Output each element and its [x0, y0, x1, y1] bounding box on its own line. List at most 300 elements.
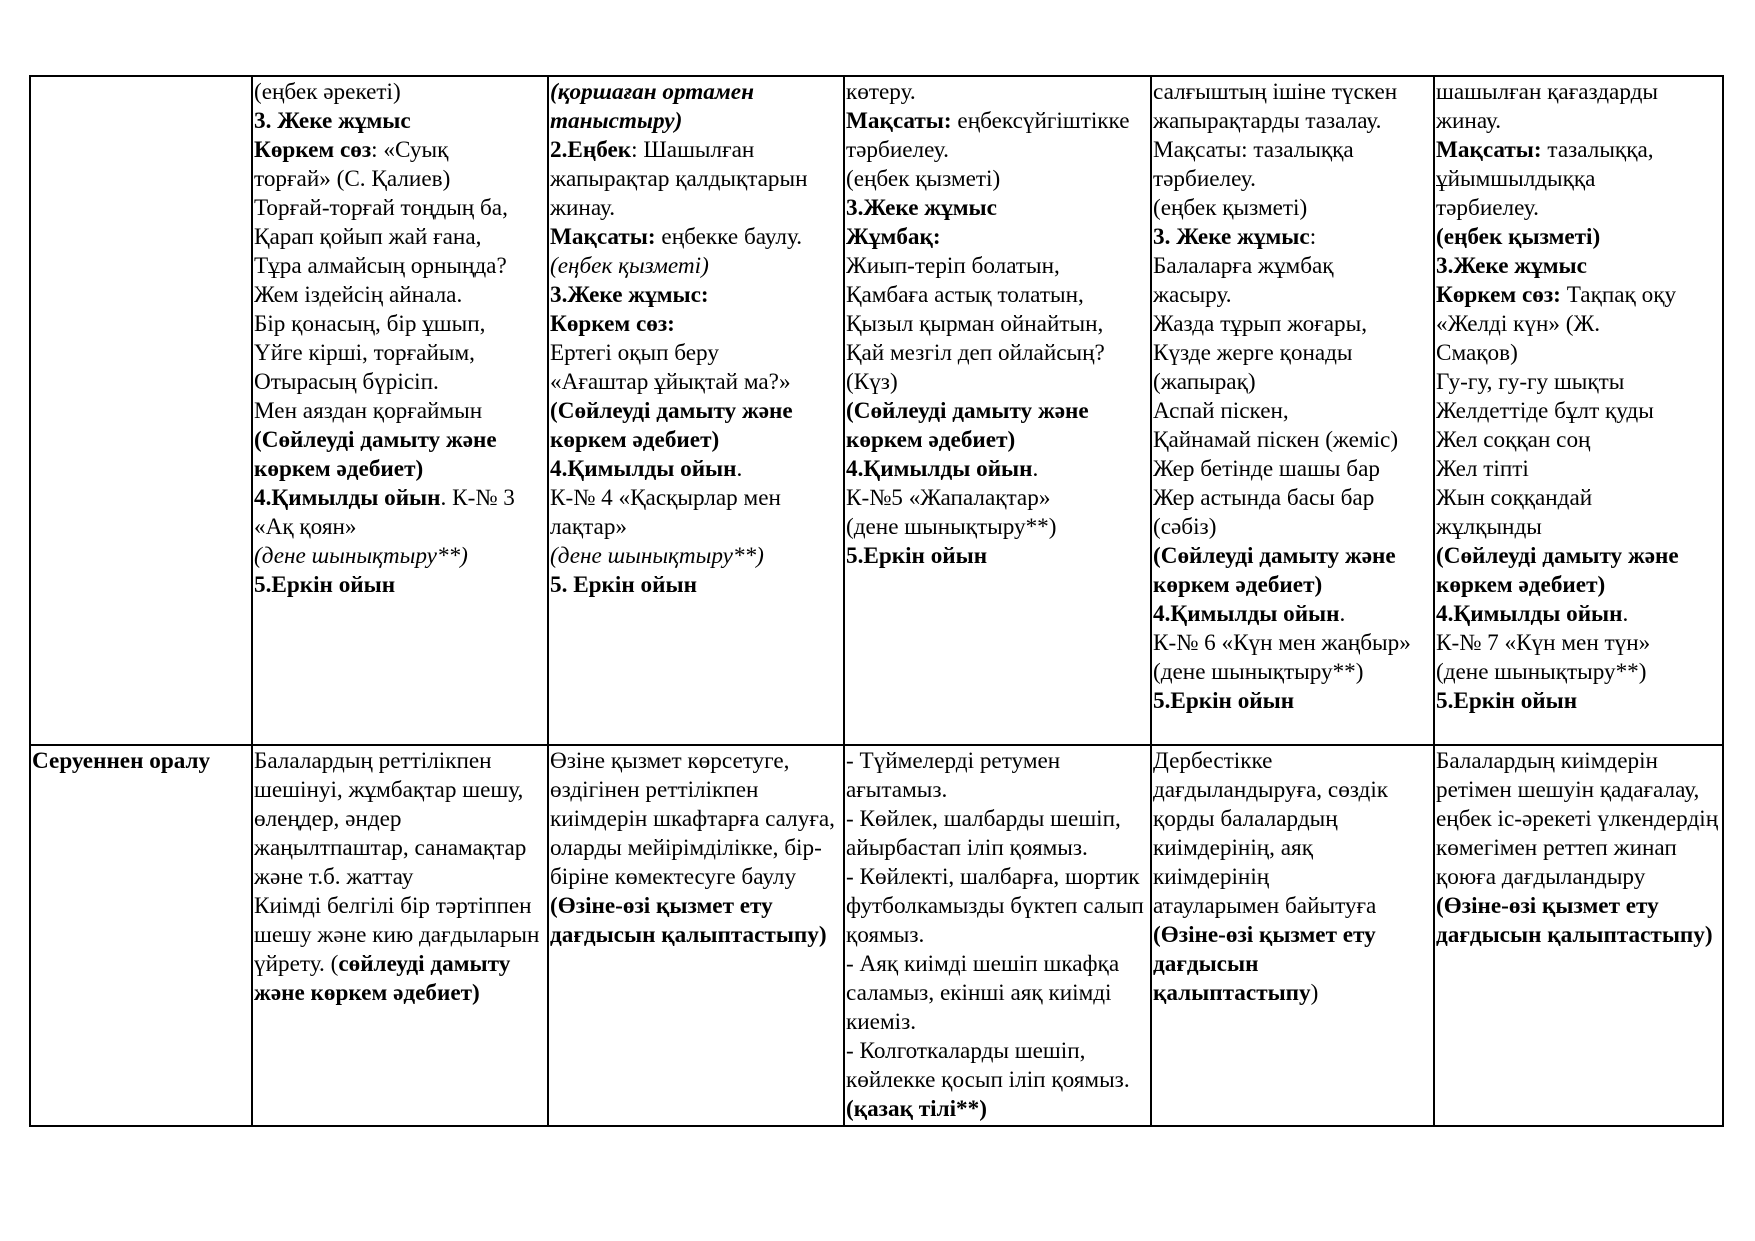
text-run: сөйлеуді дамыту [338, 951, 511, 977]
cell-line [550, 455, 843, 484]
cell-line [846, 165, 1150, 194]
row-label-cell [30, 76, 252, 745]
cell-line [1153, 223, 1433, 252]
text-run: Көркем сөз: [550, 311, 675, 337]
text-run: шашылған қағаздарды [1436, 79, 1659, 105]
text-run: жаңылтпаштар, санамақтар [254, 835, 527, 861]
text-run: лақтар» [550, 514, 628, 540]
text-run: (қоршаған ортамен [550, 79, 754, 105]
cell-line [254, 368, 547, 397]
cell-line [1153, 252, 1433, 281]
cell-line [1153, 629, 1433, 658]
cell-line [1436, 687, 1722, 716]
cell-line [550, 834, 843, 863]
text-run: Көркем сөз: [1436, 282, 1561, 308]
text-run: : [1309, 224, 1317, 250]
text-run: 4.Қимылды ойын [254, 485, 441, 511]
text-run: (дене шынықтыру**) [1153, 659, 1364, 685]
table-cell [252, 745, 548, 1126]
table-row [30, 76, 1723, 745]
cell-line [550, 776, 843, 805]
text-run: 3.Жеке жұмыс [1436, 253, 1587, 279]
text-run: (еңбек әрекеті) [254, 79, 401, 105]
table-cell [1434, 76, 1723, 745]
text-run: (Өзіне-өзі қызмет ету [1436, 893, 1659, 919]
text-run: Қамбаға астық толатын, [846, 282, 1084, 308]
cell-line [550, 194, 843, 223]
text-run: Тақпақ оқу [1560, 282, 1677, 308]
cell-line [846, 368, 1150, 397]
cell-line [1436, 78, 1722, 107]
cell-line [1153, 368, 1433, 397]
text-run: . [1339, 601, 1346, 627]
cell-line [550, 484, 843, 513]
text-run: Аспай піскен, [1153, 398, 1289, 424]
text-run: Жер астында басы бар [1153, 485, 1375, 511]
cell-line [1436, 107, 1722, 136]
cell-line [1436, 368, 1722, 397]
text-run: дағдысын қалыптастыпу) [1436, 922, 1713, 948]
cell-line [1153, 542, 1433, 571]
cell-line [846, 252, 1150, 281]
cell-line [846, 339, 1150, 368]
cell-line [1436, 658, 1722, 687]
cell-line [846, 194, 1150, 223]
cell-line [1436, 397, 1722, 426]
text-run: 2.Еңбек [550, 137, 632, 163]
text-run: киімдерін шкафтарға салуға, [550, 806, 835, 832]
cell-line [1153, 950, 1433, 979]
cell-line [1436, 223, 1722, 252]
text-run: біріне көмектесуге баулу [550, 864, 797, 890]
cell-line [254, 426, 547, 455]
text-run: Отырасың бүрісіп. [254, 369, 439, 395]
text-run: (Сөйлеуді дамыту және [1436, 543, 1679, 569]
text-run: : «Суық [371, 137, 449, 163]
text-run: 3. Жеке жұмыс [254, 108, 411, 134]
cell-line [254, 776, 547, 805]
text-run: Тұра алмайсың орныңда? [254, 253, 507, 279]
text-run: жапырақтар қалдықтарын [550, 166, 808, 192]
text-run: (Сөйлеуді дамыту және [550, 398, 793, 424]
text-run: 5.Еркін ойын [1436, 688, 1578, 714]
text-run: (Сөйлеуді дамыту және [254, 427, 497, 453]
cell-line [1153, 921, 1433, 950]
cell-line [846, 1066, 1150, 1095]
cell-line [1153, 165, 1433, 194]
cell-line [254, 805, 547, 834]
cell-line [550, 892, 843, 921]
text-run: «Ағаштар ұйықтай ма?» [550, 369, 791, 395]
cell-line [1153, 805, 1433, 834]
cell-line [1436, 892, 1722, 921]
text-run: тәрбиелеу. [1153, 166, 1256, 192]
text-run: көтеру. [846, 79, 916, 105]
text-run: . [736, 456, 743, 482]
cell-line [550, 426, 843, 455]
text-run: (дене шынықтыру**) [1436, 659, 1647, 685]
text-run: : Шашылған [631, 137, 755, 163]
cell-line [550, 747, 843, 776]
cell-line [1153, 571, 1433, 600]
text-run: Балалардың киімдерін [1436, 748, 1658, 774]
cell-line [1436, 484, 1722, 513]
text-run: (дене шынықтыру**) [550, 543, 764, 569]
cell-line [550, 78, 843, 107]
cell-line [1436, 194, 1722, 223]
table-cell [844, 76, 1151, 745]
cell-line [550, 252, 843, 281]
text-run: (еңбек қызметі) [550, 253, 709, 279]
text-run: - Аяқ киімді шешіп шкафқа [846, 951, 1120, 977]
cell-line [1153, 484, 1433, 513]
cell-line [1153, 455, 1433, 484]
cell-line [1153, 281, 1433, 310]
text-run: Көркем сөз [254, 137, 372, 163]
text-run: - Колготкаларды шешіп, [846, 1038, 1086, 1064]
cell-line [550, 571, 843, 600]
text-run: 5.Еркін ойын [1153, 688, 1295, 714]
text-run: салғыштың ішіне түскен [1153, 79, 1398, 105]
cell-line [846, 542, 1150, 571]
text-run: (Өзіне-өзі қызмет ету [1153, 922, 1376, 948]
text-run: Қарап қойып жай ғана, [254, 224, 482, 250]
cell-line [846, 834, 1150, 863]
text-run: еңбексүйгіштікке [951, 108, 1130, 134]
text-run: көркем әдебиет) [1153, 572, 1323, 598]
cell-line [254, 194, 547, 223]
text-run: жинау. [550, 195, 616, 221]
text-run: Мақсаты: [550, 224, 656, 250]
text-run: Үйге кірші, торғайым, [254, 340, 475, 366]
cell-line [254, 252, 547, 281]
text-run: . [1032, 456, 1039, 482]
text-run: қалыптастыпу [1153, 980, 1311, 1006]
text-run: Жын соққандай [1436, 485, 1593, 511]
row-label: Серуеннен оралу [32, 748, 211, 774]
cell-line [846, 892, 1150, 921]
cell-line [1153, 426, 1433, 455]
cell-line [1436, 455, 1722, 484]
text-run: Ертегі оқып беру [550, 340, 719, 366]
cell-line [254, 339, 547, 368]
table-cell [1434, 745, 1723, 1126]
text-run: Балаларға жұмбақ [1153, 253, 1334, 279]
cell-line [846, 1037, 1150, 1066]
cell-line [254, 950, 547, 979]
text-run: дағдысын қалыптастыпу) [550, 922, 827, 948]
cell-line [1153, 658, 1433, 687]
text-run: ағытамыз. [846, 777, 948, 803]
text-run: К-№ 6 «Күн мен жаңбыр» [1153, 630, 1411, 656]
cell-line [846, 863, 1150, 892]
text-run: көркем әдебиет) [846, 427, 1016, 453]
text-run: тәрбиелеу. [846, 137, 949, 163]
text-run: жұлқынды [1436, 514, 1542, 540]
text-run: қоямыз. [846, 922, 925, 948]
cell-line [1436, 834, 1722, 863]
text-run: өздігінен реттілікпен [550, 777, 759, 803]
cell-line [846, 223, 1150, 252]
text-run: қорды балалардың [1153, 806, 1338, 832]
text-run: дағдысын [1153, 951, 1259, 977]
text-run: «Ақ қоян» [254, 514, 357, 540]
cell-line [1153, 776, 1433, 805]
cell-line [846, 979, 1150, 1008]
table-cell [252, 76, 548, 745]
text-run: (еңбек қызметі) [1153, 195, 1308, 221]
cell-line [550, 542, 843, 571]
cell-line [254, 310, 547, 339]
cell-line [1436, 776, 1722, 805]
text-run: шешу және кию дағдыларын [254, 922, 540, 948]
table-cell [548, 76, 844, 745]
cell-line [846, 426, 1150, 455]
text-run: киімдерінің, аяқ [1153, 835, 1313, 861]
text-run: (Өзіне-өзі қызмет ету [550, 893, 773, 919]
cell-line [550, 805, 843, 834]
text-run: жасыру. [1153, 282, 1232, 308]
cell-line [254, 455, 547, 484]
text-run: тазалыққа, [1541, 137, 1654, 163]
cell-line [254, 281, 547, 310]
text-run: К-№5 «Жапалақтар» [846, 485, 1051, 511]
text-run: . [1622, 601, 1629, 627]
text-run: (дене шынықтыру**) [254, 543, 468, 569]
cell-line [550, 863, 843, 892]
text-run: футболкамызды бүктеп салып [846, 893, 1144, 919]
text-run: (Сөйлеуді дамыту және [1153, 543, 1396, 569]
text-run: таныстыру) [550, 108, 683, 134]
text-run: К-№ 4 «Қасқырлар мен [550, 485, 781, 511]
cell-line [846, 805, 1150, 834]
cell-line [846, 281, 1150, 310]
text-run: еңбекке баулу. [655, 224, 803, 250]
cell-line [254, 484, 547, 513]
text-run: 4.Қимылды ойын [1153, 601, 1340, 627]
text-run: (қазақ тілі**) [846, 1096, 987, 1122]
text-run: және көркем әдебиет) [254, 980, 480, 1006]
cell-line [550, 165, 843, 194]
text-run: - Көйлек, шалбарды шешіп, [846, 806, 1121, 832]
cell-line [846, 107, 1150, 136]
text-run: ретімен шешуін қадағалау, [1436, 777, 1700, 803]
table-cell [548, 745, 844, 1126]
cell-line [1436, 747, 1722, 776]
text-run: айырбастап іліп қоямыз. [846, 835, 1088, 861]
text-run: 4.Қимылды ойын [1436, 601, 1623, 627]
cell-line [550, 513, 843, 542]
cell-line [1436, 805, 1722, 834]
table-cell [844, 745, 1151, 1126]
plan-table [29, 75, 1724, 1127]
text-run: «Желді күн» (Ж. [1436, 311, 1601, 337]
cell-line [1153, 107, 1433, 136]
text-run: көркем әдебиет) [1436, 572, 1606, 598]
cell-line [846, 78, 1150, 107]
cell-line [254, 863, 547, 892]
text-run: Жазда тұрып жоғары, [1153, 311, 1368, 337]
cell-line [1436, 426, 1722, 455]
cell-line [550, 136, 843, 165]
text-run: еңбек іс-әрекеті үлкендердің [1436, 806, 1719, 832]
text-run: дағдыландыруға, сөздік [1153, 777, 1389, 803]
text-run: Смақов) [1436, 340, 1518, 366]
text-run: киеміз. [846, 1009, 917, 1035]
cell-line [550, 339, 843, 368]
cell-line [550, 397, 843, 426]
table-cell [1151, 745, 1434, 1126]
text-run: шешінуі, жұмбақтар шешу, [254, 777, 524, 803]
cell-line [846, 747, 1150, 776]
text-run: атауларымен байытуға [1153, 893, 1377, 919]
text-run: 3.Жеке жұмыс [846, 195, 997, 221]
text-run: көйлекке қосып іліп қоямыз. [846, 1067, 1130, 1093]
text-run: (сәбіз) [1153, 514, 1217, 540]
cell-line [1436, 281, 1722, 310]
cell-line [254, 979, 547, 1008]
text-run: Мақсаты: тазалыққа [1153, 137, 1354, 163]
text-run: (еңбек қызметі) [846, 166, 1001, 192]
text-run: көркем әдебиет) [254, 456, 424, 482]
text-run: 5.Еркін ойын [254, 572, 396, 598]
cell-line [550, 921, 843, 950]
text-run: Жем іздейсің айнала. [254, 282, 463, 308]
cell-line [254, 107, 547, 136]
cell-line [846, 136, 1150, 165]
cell-line [1153, 979, 1433, 1008]
text-run: Торғай-торғай тоңдың ба, [254, 195, 508, 221]
cell-line [1153, 136, 1433, 165]
text-run: 3. Жеке жұмыс [1153, 224, 1310, 250]
text-run: Бір қонасың, бір ұшып, [254, 311, 486, 337]
cell-line [254, 921, 547, 950]
cell-line [1153, 600, 1433, 629]
text-run: 5.Еркін ойын [846, 543, 988, 569]
cell-line [846, 310, 1150, 339]
cell-line [1153, 892, 1433, 921]
text-run: Мақсаты: [1436, 137, 1542, 163]
text-run: (Күз) [846, 369, 898, 395]
table-row [30, 745, 1723, 1126]
cell-line [1436, 310, 1722, 339]
text-run: (жапырақ) [1153, 369, 1256, 395]
text-run: қоюға дағдыландыру [1436, 864, 1646, 890]
cell-line [254, 136, 547, 165]
cell-line [846, 921, 1150, 950]
row-label-cell [30, 745, 252, 1126]
cell-line [1436, 165, 1722, 194]
cell-line [254, 223, 547, 252]
cell-line [846, 484, 1150, 513]
cell-line [550, 107, 843, 136]
text-run: Мен аяздан қорғаймын [254, 398, 483, 424]
text-run: Жел тіпті [1436, 456, 1529, 482]
cell-line [550, 310, 843, 339]
text-run: Гу-гу, гу-гу шықты [1436, 369, 1625, 395]
cell-line [1436, 571, 1722, 600]
text-run: 3.Жеке жұмыс: [550, 282, 709, 308]
text-run: Қайнамай піскен (жеміс) [1153, 427, 1399, 453]
cell-line [1436, 863, 1722, 892]
text-run: (дене шынықтыру**) [846, 514, 1057, 540]
cell-line [254, 834, 547, 863]
table-cell [1151, 76, 1434, 745]
text-run: Жиып-теріп болатын, [846, 253, 1060, 279]
cell-line [1436, 136, 1722, 165]
text-run: өлеңдер, әндер [254, 806, 402, 832]
cell-line [550, 223, 843, 252]
cell-line [254, 892, 547, 921]
cell-line [1436, 542, 1722, 571]
cell-line [846, 776, 1150, 805]
text-run: оларды мейірімділікке, бір- [550, 835, 822, 861]
text-run: саламыз, екінші аяқ киімді [846, 980, 1112, 1006]
text-run: (еңбек қызметі) [1436, 224, 1601, 250]
cell-line [1436, 339, 1722, 368]
text-run: 5. Еркін ойын [550, 572, 697, 598]
text-run: Балалардың реттілікпен [254, 748, 492, 774]
text-run: және т.б. жаттау [254, 864, 414, 890]
cell-line [254, 513, 547, 542]
cell-line [1436, 921, 1722, 950]
cell-line [254, 78, 547, 107]
cell-line [1436, 600, 1722, 629]
cell-line [846, 1095, 1150, 1124]
text-run: 4.Қимылды ойын [846, 456, 1033, 482]
text-run: жапырақтарды тазалау. [1153, 108, 1382, 134]
cell-line [1153, 194, 1433, 223]
text-run: Дербестікке [1153, 748, 1273, 774]
cell-line [254, 542, 547, 571]
cell-line [1153, 397, 1433, 426]
cell-line [1153, 339, 1433, 368]
text-run: киімдерінің [1153, 864, 1270, 890]
text-run: торғай» (С. Қалиев) [254, 166, 451, 192]
cell-line [550, 368, 843, 397]
cell-line [846, 397, 1150, 426]
text-run: Жер бетінде шашы бар [1153, 456, 1380, 482]
text-run: Мақсаты: [846, 108, 952, 134]
text-run: ) [1310, 980, 1319, 1006]
cell-line [1436, 252, 1722, 281]
cell-line [1436, 513, 1722, 542]
text-run: Өзіне қызмет көрсетуге, [550, 748, 790, 774]
cell-line [254, 397, 547, 426]
text-run: тәрбиелеу. [1436, 195, 1539, 221]
text-run: - Түймелерді ретумен [846, 748, 1061, 774]
text-run: үйрету. ( [254, 951, 339, 977]
text-run: Жұмбақ: [846, 224, 941, 250]
cell-line [1153, 513, 1433, 542]
text-run: Қызыл қырман ойнайтын, [846, 311, 1104, 337]
cell-line [846, 513, 1150, 542]
cell-line [254, 165, 547, 194]
cell-line [550, 281, 843, 310]
text-run: Күзде жерге қонады [1153, 340, 1353, 366]
text-run: 4.Қимылды ойын [550, 456, 737, 482]
text-run: көркем әдебиет) [550, 427, 720, 453]
text-run: - Көйлекті, шалбарға, шортик [846, 864, 1140, 890]
cell-line [1153, 687, 1433, 716]
cell-line [1153, 863, 1433, 892]
cell-line [254, 747, 547, 776]
text-run: Киімді белгілі бір тәртіппен [254, 893, 532, 919]
cell-line [846, 1008, 1150, 1037]
text-run: ұйымшылдыққа [1436, 166, 1596, 192]
text-run: Желдеттіде бұлт қуды [1436, 398, 1654, 424]
cell-line [1153, 78, 1433, 107]
